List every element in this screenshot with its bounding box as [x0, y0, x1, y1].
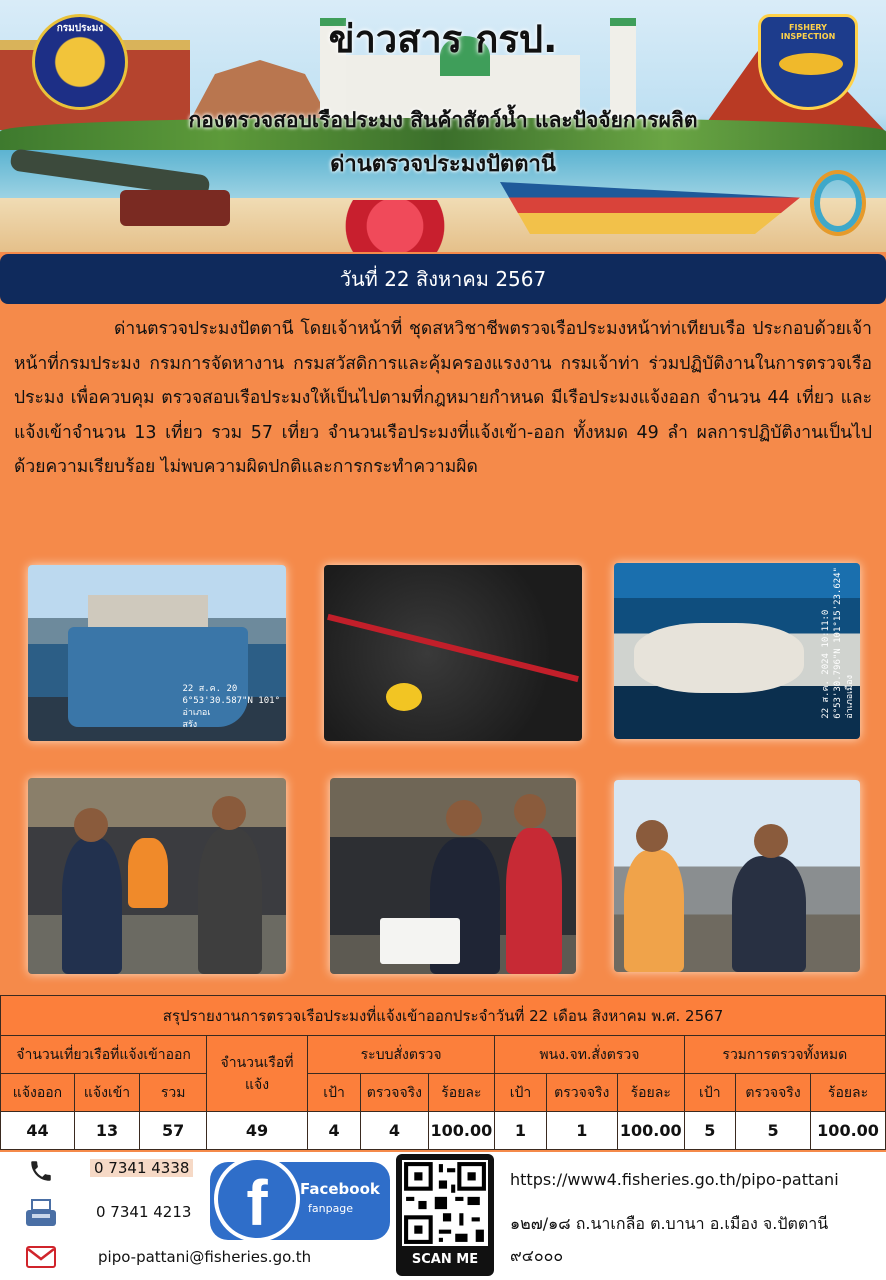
subheader-target: เป้า	[307, 1074, 360, 1112]
worker-figure	[198, 828, 262, 974]
photo-fishing-boat	[28, 565, 286, 741]
table-caption: สรุปรายงานการตรวจเรือประมงที่แจ้งเข้าออกประจำวันที่ 22 เดือน สิงหาคม พ.ศ. 2567	[1, 996, 886, 1036]
value-total-actual: 5	[736, 1112, 811, 1150]
checkpoint-name: ด่านตรวจประมงปัตตานี	[330, 152, 556, 177]
qr-code-card[interactable]	[396, 1154, 494, 1276]
subheader-actual: ตรวจจริง	[736, 1074, 811, 1112]
email-icon	[26, 1244, 56, 1270]
subheader-target: เป้า	[495, 1074, 546, 1112]
contact-footer	[0, 1152, 886, 1280]
subheader-percent: ร้อยละ	[428, 1074, 495, 1112]
photo-geotag: 22 ส.ค. 20 6°53'30.587"N 101° อ่าเภอเ สรัง	[182, 684, 280, 730]
officer-head	[754, 824, 788, 858]
facebook-sublabel: fanpage	[308, 1202, 354, 1215]
hibiscus-flower	[330, 200, 460, 252]
header-officer: พนง.จท.สั่งตรวจ	[495, 1036, 684, 1074]
qr-pattern	[402, 1160, 488, 1246]
photo-document-check	[28, 778, 286, 974]
photo-crew-inspection	[330, 778, 576, 974]
subheader-sum: รวม	[140, 1074, 207, 1112]
value-system-percent: 100.00	[428, 1112, 495, 1150]
subheader-in: แจ้งเข้า	[74, 1074, 139, 1112]
subheader-out: แจ้งออก	[1, 1074, 75, 1112]
officer-figure	[62, 838, 122, 974]
subheader-actual: ตรวจจริง	[546, 1074, 617, 1112]
subheader-target: เป้า	[684, 1074, 735, 1112]
qr-code-icon	[402, 1160, 488, 1246]
officer-head	[74, 808, 108, 842]
documents	[380, 918, 460, 964]
subheader-percent: ร้อยละ	[811, 1074, 886, 1112]
website-link[interactable]: https://www4.fisheries.go.th/pipo-pattani	[510, 1170, 839, 1189]
photo-crew-identity-check	[614, 780, 860, 972]
value-officer-target: 1	[495, 1112, 546, 1150]
crew-head	[636, 820, 668, 852]
photo-fishing-net	[324, 565, 582, 741]
inspection-summary-table	[0, 995, 886, 1150]
value-total-target: 5	[684, 1112, 735, 1150]
officer-figure	[732, 856, 806, 972]
value-officer-percent: 100.00	[617, 1112, 684, 1150]
header-total: รวมการตรวจทั้งหมด	[684, 1036, 885, 1074]
address-line-1: ๑๒๗/๑๘ ถ.นาเกลือ ต.บานา อ.เมือง จ.ปัตตานี	[510, 1214, 829, 1233]
value-in: 13	[74, 1112, 139, 1150]
value-sum: 57	[140, 1112, 207, 1150]
crew-figure	[624, 850, 684, 972]
photo-fish-hold	[614, 563, 860, 739]
email-address[interactable]: pipo-pattani@fisheries.go.th	[98, 1248, 312, 1266]
logo-left-text: กรมประมง	[56, 23, 104, 34]
value-system-actual: 4	[361, 1112, 428, 1150]
date-bar: วันที่ 22 สิงหาคม 2567	[0, 254, 886, 304]
value-total-percent: 100.00	[811, 1112, 886, 1150]
subheader-percent: ร้อยละ	[617, 1074, 684, 1112]
net-rope	[327, 614, 579, 682]
photo-geotag: 22 ส.ค. 2024 10:11:0 6°53'30.796"N 101°15'23.624" อ่าเภอเมือง	[821, 567, 855, 719]
header-system: ระบบสั่งตรวจ	[307, 1036, 494, 1074]
news-body: ด่านตรวจประมงปัตตานี โดยเจ้าหน้าที่ ชุดสหวิชาชีพตรวจเรือประมงหน้าท่าเทียบเรือ ประกอบด้วยเจ้าหน้าที่กรมประมง กรมการจัดหางาน กรมสวัสดิการและคุ้มครองแรงงาน กรมเจ้าท่า ร่วมปฏิบัติงานในการตรวจเรือประมง เพื่อควบคุม ตรวจสอบเรือประมงให้เป็นไปตามที่กฎหมายกำหนด มีเรือประมงแจ้งออก จำนวน 44 เที่ยว และแจ้งเข้าจำนวน 13 เที่ยว รวม 57 เที่ยว จำนวนเรือประมงที่แจ้งเข้า-ออก ทั้งหมด 49 ลำ ผลการปฏิบัติงานเป็นไปด้วยความเรียบร้อย ไม่พบความผิดปกติและการกระทำความผิด	[14, 319, 872, 477]
facebook-icon: f	[214, 1156, 300, 1242]
value-system-target: 4	[307, 1112, 360, 1150]
cannon-carriage	[120, 190, 230, 226]
catch-in-net	[634, 623, 804, 693]
address-line-2: ๙๔๐๐๐	[510, 1246, 564, 1265]
header-banner	[0, 0, 886, 252]
phone-number[interactable]: 0 7341 4338	[90, 1159, 193, 1177]
crew-head	[514, 794, 546, 828]
header-boats: จำนวนเรือที่แจ้ง	[207, 1036, 308, 1112]
qr-label: SCAN ME	[411, 1252, 479, 1267]
lifejacket	[128, 838, 168, 908]
crew-figure	[506, 828, 562, 974]
subheader-actual: ตรวจจริง	[361, 1074, 428, 1112]
worker-head	[212, 796, 246, 830]
net-float	[386, 683, 422, 711]
fax-icon	[24, 1198, 58, 1230]
news-title: ข่าวสาร กรป.	[328, 17, 558, 61]
fax-number[interactable]: 0 7341 4213	[96, 1203, 192, 1221]
logo-right-text: FISHERY INSPECTION	[780, 23, 836, 41]
officer-head	[446, 800, 482, 836]
value-out: 44	[1, 1112, 75, 1150]
phone-icon	[26, 1158, 56, 1184]
office-name: กองตรวจสอบเรือประมง สินค้าสัตว์น้ำ และปัจจัยการผลิต	[188, 108, 698, 132]
value-officer-actual: 1	[546, 1112, 617, 1150]
header-trips: จำนวนเที่ยวเรือที่แจ้งเข้าออก	[1, 1036, 207, 1074]
facebook-label: Facebook	[300, 1180, 380, 1198]
value-boats: 49	[207, 1112, 308, 1150]
